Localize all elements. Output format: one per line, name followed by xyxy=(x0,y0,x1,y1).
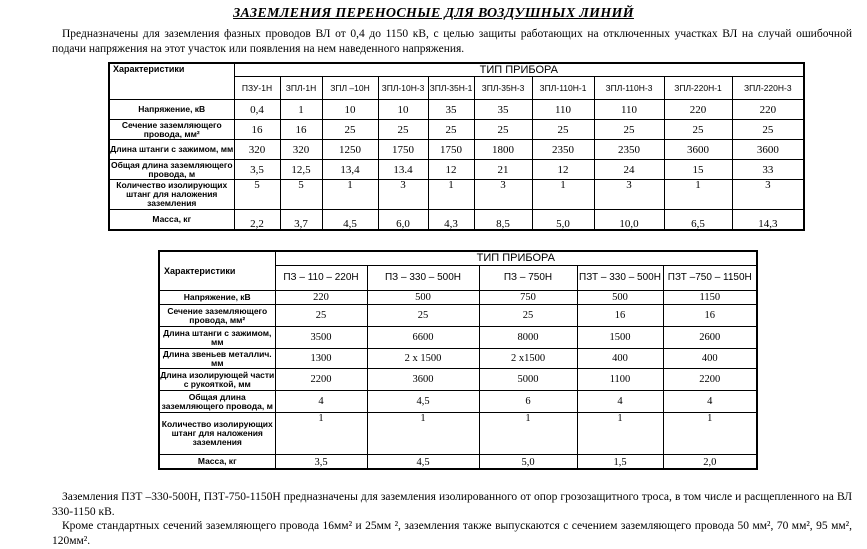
table-cell: 4,5 xyxy=(367,455,479,469)
table-cell: 6 xyxy=(479,391,577,413)
table-cell: 2200 xyxy=(663,369,757,391)
table-cell: 2,2 xyxy=(234,210,280,231)
table-cell: 12 xyxy=(532,160,594,180)
table-row xyxy=(159,369,757,391)
table-cell: 3600 xyxy=(732,140,804,160)
model-header-cell: ПЗ – 750Н xyxy=(479,266,577,291)
table-header-label: Характеристики xyxy=(109,63,234,100)
row-label: Длина изолирующей части с рукояткой, мм xyxy=(160,369,275,389)
table-row xyxy=(109,120,804,140)
table-cell: 3 xyxy=(378,180,428,210)
table-cell: 25 xyxy=(367,305,479,327)
table-row xyxy=(159,305,757,327)
table-cell: 21 xyxy=(474,160,532,180)
row-label: Масса, кг xyxy=(159,455,275,469)
table-cell: 1800 xyxy=(474,140,532,160)
table-cell: 400 xyxy=(577,349,663,369)
table-row xyxy=(159,291,757,305)
table-cell: 500 xyxy=(367,291,479,305)
table-row xyxy=(159,349,757,369)
footer-note-trose: Заземления ПЗТ –330-500Н, ПЗТ-750-1150Н предназначены для заземления изолированного от опор грозозащитного троса, в том числе и расщепленного на ВЛ 330-1150 кВ. xyxy=(52,491,852,518)
table-zpl xyxy=(108,62,805,231)
table-cell: 0,4 xyxy=(234,100,280,120)
table-cell: 320 xyxy=(280,140,322,160)
table-cell: 1 xyxy=(664,180,732,210)
table-cell: 1 xyxy=(367,413,479,455)
table-cell: 4,5 xyxy=(322,210,378,231)
table-cell: 2600 xyxy=(663,327,757,349)
table-row xyxy=(109,210,804,231)
table-cell: 25 xyxy=(378,120,428,140)
table-cell: 1 xyxy=(428,180,474,210)
table-row xyxy=(159,391,757,413)
model-header-cell: ПЗ – 110 – 220Н xyxy=(275,266,367,291)
table-cell: 5 xyxy=(280,180,322,210)
table-cell: 500 xyxy=(577,291,663,305)
table-cell: 16 xyxy=(234,120,280,140)
table-cell: 8000 xyxy=(479,327,577,349)
table-cell: 3,5 xyxy=(234,160,280,180)
table-row xyxy=(159,327,757,349)
table-cell: 4 xyxy=(577,391,663,413)
table-cell: 1500 xyxy=(577,327,663,349)
table-cell: 24 xyxy=(594,160,664,180)
table-cell: 1750 xyxy=(428,140,474,160)
row-label: Длина штанги с зажимом, мм xyxy=(159,327,275,349)
table-cell: 220 xyxy=(664,100,732,120)
table-cell: 2200 xyxy=(275,369,367,391)
table-cell: 4 xyxy=(663,391,757,413)
table-cell: 13,4 xyxy=(322,160,378,180)
table-cell: 25 xyxy=(322,120,378,140)
table-row xyxy=(159,455,757,469)
table-cell: 25 xyxy=(275,305,367,327)
model-header-cell: ПЗТ – 330 – 500Н xyxy=(577,266,663,291)
table-cell: 110 xyxy=(594,100,664,120)
table-cell: 1300 xyxy=(275,349,367,369)
table-cell: 3600 xyxy=(664,140,732,160)
row-label: Количество изолирующих штанг для наложения заземления xyxy=(159,413,275,455)
row-label: Сечение заземляющего провода, мм² xyxy=(159,305,275,327)
table-cell: 35 xyxy=(474,100,532,120)
table-cell: 1,5 xyxy=(577,455,663,469)
table-cell: 1100 xyxy=(577,369,663,391)
model-header-cell: ЗПЛ-110Н-3 xyxy=(594,77,664,100)
table-cell: 3,5 xyxy=(275,455,367,469)
model-header-cell: ЗПЛ-220Н-3 xyxy=(732,77,804,100)
table-cell: 1750 xyxy=(378,140,428,160)
table-cell: 14,3 xyxy=(732,210,804,231)
table-cell: 2350 xyxy=(594,140,664,160)
table-cell: 1 xyxy=(322,180,378,210)
table-cell: 25 xyxy=(594,120,664,140)
table-cell: 6,5 xyxy=(664,210,732,231)
row-label: Напряжение, кВ xyxy=(109,100,234,120)
model-header-cell: ЗПЛ –10Н xyxy=(322,77,378,100)
table-cell: 12 xyxy=(428,160,474,180)
table-row xyxy=(109,100,804,120)
table-cell: 6,0 xyxy=(378,210,428,231)
table-cell: 5 xyxy=(234,180,280,210)
table-cell: 2 x 1500 xyxy=(367,349,479,369)
table-cell: 2,0 xyxy=(663,455,757,469)
table-cell: 3 xyxy=(474,180,532,210)
table-cell: 750 xyxy=(479,291,577,305)
intro-paragraph: Предназначены для заземления фазных проводов ВЛ от 0,4 до 1150 кВ, с целью защиты работающих на отключенных участках ВЛ на случай ошибочной подачи напряжения на этот участок или появления на нем наведенного напряжения. xyxy=(52,28,852,55)
model-header-cell: ЗПЛ-1Н xyxy=(280,77,322,100)
table-cell: 10,0 xyxy=(594,210,664,231)
table-cell: 15 xyxy=(664,160,732,180)
row-label: Масса, кг xyxy=(109,210,234,231)
model-header-cell: ПЗУ-1Н xyxy=(234,77,280,100)
table-cell: 3600 xyxy=(367,369,479,391)
row-label: Длина звеньев металлич. мм xyxy=(159,349,275,369)
table-cell: 33 xyxy=(732,160,804,180)
model-header-cell: ЗПЛ-35Н-3 xyxy=(474,77,532,100)
table-type-header: ТИП ПРИБОРА xyxy=(234,63,804,77)
table-cell: 5,0 xyxy=(479,455,577,469)
table-row xyxy=(159,413,757,455)
table-cell: 3500 xyxy=(275,327,367,349)
table-cell: 35 xyxy=(428,100,474,120)
table-cell: 10 xyxy=(322,100,378,120)
model-header-cell: ПЗТ –750 – 1150Н xyxy=(663,266,757,291)
table-cell: 6600 xyxy=(367,327,479,349)
table-cell: 16 xyxy=(663,305,757,327)
model-header-cell: ЗПЛ-35Н-1 xyxy=(428,77,474,100)
table-cell: 220 xyxy=(275,291,367,305)
table-cell: 1150 xyxy=(663,291,757,305)
table-cell: 25 xyxy=(664,120,732,140)
table-cell: 1250 xyxy=(322,140,378,160)
table-row xyxy=(109,140,804,160)
table-row xyxy=(109,160,804,180)
table-cell: 12,5 xyxy=(280,160,322,180)
table-cell: 1 xyxy=(479,413,577,455)
row-label: Количество изолирующих штанг для наложения заземления xyxy=(109,180,234,210)
table-cell: 8,5 xyxy=(474,210,532,231)
table-row xyxy=(109,180,804,210)
table-cell: 1 xyxy=(275,413,367,455)
table-cell: 1 xyxy=(532,180,594,210)
table-type-header: ТИП ПРИБОРА xyxy=(275,251,757,266)
table-cell: 4,3 xyxy=(428,210,474,231)
table-cell: 220 xyxy=(732,100,804,120)
table-cell: 5000 xyxy=(479,369,577,391)
table-pz xyxy=(158,250,758,470)
table-cell: 16 xyxy=(577,305,663,327)
table-cell: 5,0 xyxy=(532,210,594,231)
table-cell: 3 xyxy=(594,180,664,210)
table-cell: 2 x1500 xyxy=(479,349,577,369)
table-cell: 10 xyxy=(378,100,428,120)
table-cell: 110 xyxy=(532,100,594,120)
model-header-cell: ЗПЛ-10Н-3 xyxy=(378,77,428,100)
page-title: ЗАЗЕМЛЕНИЯ ПЕРЕНОСНЫЕ ДЛЯ ВОЗДУШНЫХ ЛИНИЙ xyxy=(233,6,634,21)
row-label: Сечение заземляющего провода, мм² xyxy=(109,120,234,140)
model-header-cell: ЗПЛ-220Н-1 xyxy=(664,77,732,100)
table-cell: 4 xyxy=(275,391,367,413)
table-cell: 3 xyxy=(732,180,804,210)
footer-note-sections: Кроме стандартных сечений заземляющего провода 16мм² и 25мм ², заземления также выпускаются с сечением заземляющего провода 50 мм², 70 мм², 95 мм², 120мм². xyxy=(52,520,852,547)
row-label: Длина штанги с зажимом, мм xyxy=(109,140,234,160)
table-cell: 320 xyxy=(234,140,280,160)
row-label: Напряжение, кВ xyxy=(159,291,275,305)
table-cell: 4,5 xyxy=(367,391,479,413)
table-cell: 2350 xyxy=(532,140,594,160)
table-cell: 1 xyxy=(663,413,757,455)
table-cell: 3,7 xyxy=(280,210,322,231)
model-header-cell: ПЗ – 330 – 500Н xyxy=(367,266,479,291)
model-header-cell: ЗПЛ-110Н-1 xyxy=(532,77,594,100)
table-cell: 25 xyxy=(428,120,474,140)
table-cell: 25 xyxy=(474,120,532,140)
table-cell: 13.4 xyxy=(378,160,428,180)
table-cell: 25 xyxy=(532,120,594,140)
table-cell: 25 xyxy=(479,305,577,327)
row-label: Общая длина заземляющего провода, м xyxy=(159,391,275,413)
table-cell: 1 xyxy=(280,100,322,120)
table-cell: 25 xyxy=(732,120,804,140)
table-cell: 400 xyxy=(663,349,757,369)
table-cell: 16 xyxy=(280,120,322,140)
row-label: Общая длина заземляющего провода, м xyxy=(110,159,233,179)
table-cell: 1 xyxy=(577,413,663,455)
table-header-label: Характеристики xyxy=(159,251,275,291)
